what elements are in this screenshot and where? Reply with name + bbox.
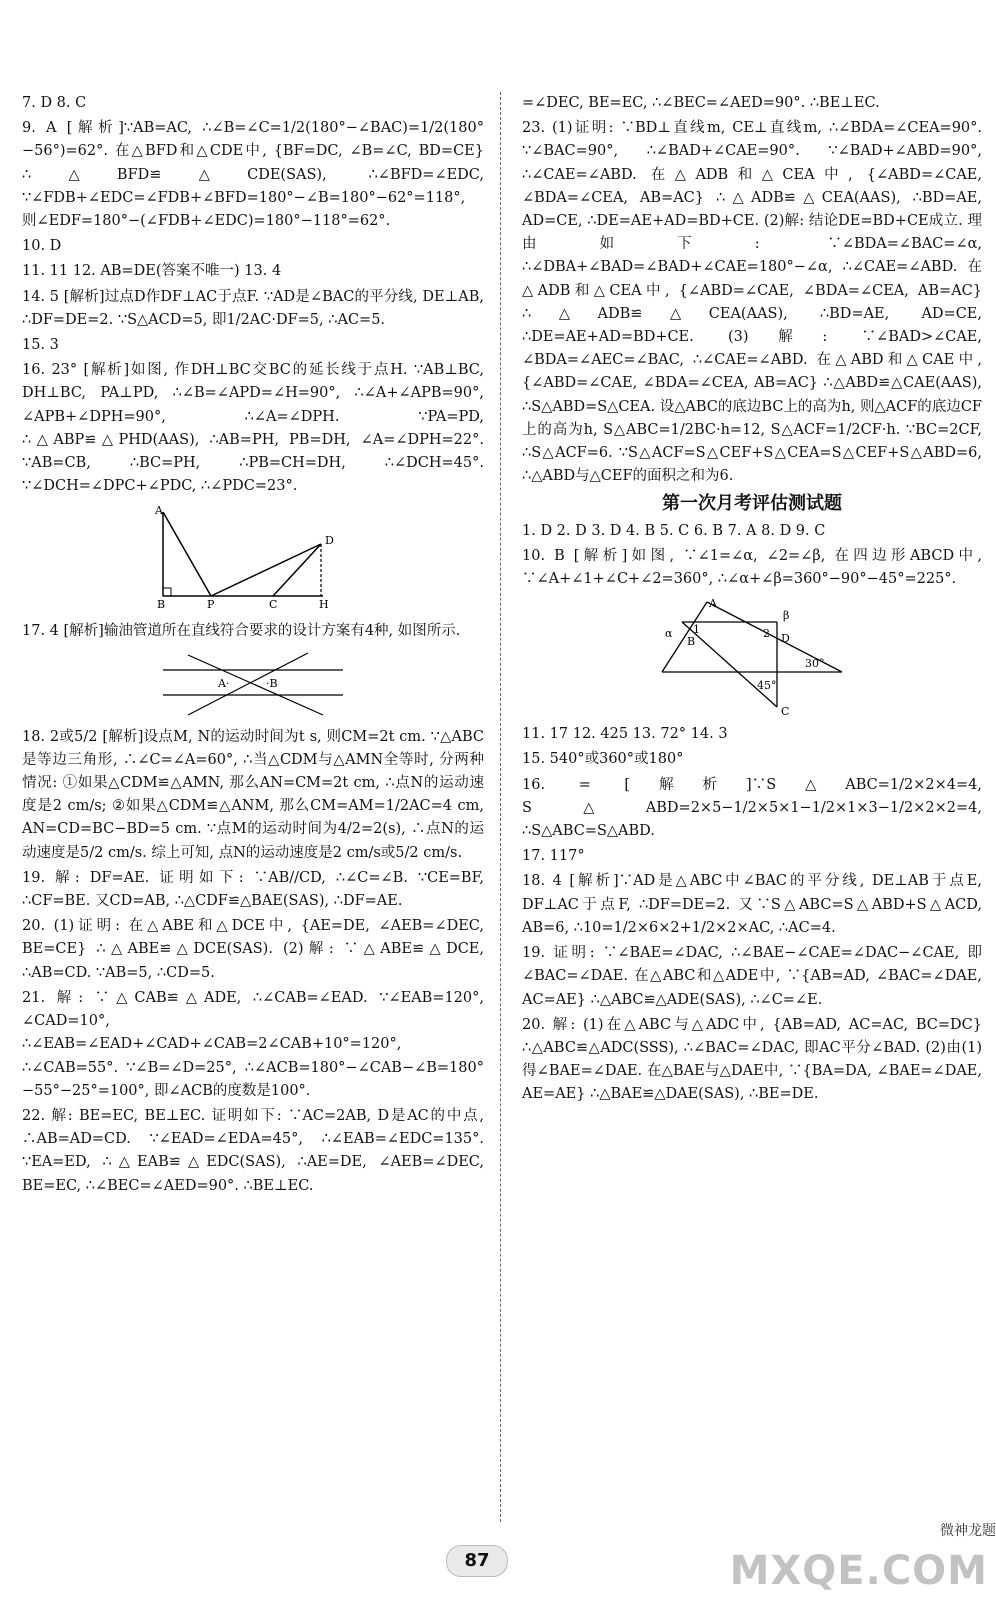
fig16-label-c: C — [269, 598, 278, 612]
section-title: 第一次月考评估测试题 — [662, 493, 842, 515]
answer-9: 9. A [解析]∵AB=AC, ∴∠B=∠C=1/2(180°−∠BAC)=1/2(180°−56°)=62°. 在△BFD和△CDE中, {BF=DC, ∠B=∠C, BD=CE} ∴△BFD≌△CDE(SAS), ∴∠BFD=∠EDC, ∵∠FDB+∠EDC=∠FDB+∠BFD=180°−∠B=180°−62°=118°, 则∠EDF=180°−(∠FDB+∠EDC)=180°−118°=62°. — [22, 120, 484, 230]
answer-11-14: 11. 17 12. 425 13. 72° 14. 3 — [522, 726, 728, 743]
fig10-label-c: C — [781, 705, 790, 718]
watermark: MXQE.COM — [729, 1548, 988, 1594]
fig10-label-alpha: α — [665, 627, 673, 641]
fig17-label-a: A· — [218, 676, 230, 690]
answer-23: 23. (1)证明: ∵BD⊥直线m, CE⊥直线m, ∴∠BDA=∠CEA=90°. ∵∠BAC=90°, ∴∠BAD+∠CAE=90°. ∵∠BAD+∠ABD=90°, ∴∠CAE=∠ABD. 在△ADB和△CEA中, {∠ABD=∠CAE, ∠BDA=∠CEA, AB=AC} ∴△ADB≌△CEA(AAS), ∴BD=AE, AD=CE, ∴DE=AE+AD=BD+CE. (2)解: 结论DE=BD+CE成立. 理由如下: ∵∠BDA=∠BAC=∠α, ∴∠DBA+∠BAD=∠BAD+∠CAE=180°−∠α, ∴∠CAE=∠ABD. 在△ADB和△CEA中, {∠ABD=∠CAE, ∠BDA=∠CEA, AB=AC} ∴△ADB≌△CEA(AAS), ∴BD=AE, AD=CE, ∴DE=AE+AD=BD+CE. (3)解: ∵∠BAD>∠CAE, ∠BDA=∠AEC=∠BAC, ∴∠CAE=∠ABD. 在△ABD和△CAE中, {∠ABD=∠CAE, ∠BDA=∠CEA, AB=AC} ∴△ABD≌△CAE(AAS), ∴S△ABD=S△CEA. 设△ABC的底边BC上的高为h, 则△ACF的底边CF上的高为h, S△ABC=1/2BC·h=12, S△ACF=1/2CF·h. ∵BC=2CF, ∴S△ACF=6. ∵S△ACF=S△CEF+S△CEA=S△CEF+S△ABD=6, ∴△ABD与△CEF的面积之和为6. — [522, 120, 982, 485]
fig10-label-d: D — [781, 632, 790, 646]
column-divider — [500, 92, 502, 1522]
answer-10: 10. B [解析]如图, ∵∠1=∠α, ∠2=∠β, 在四边形ABCD中, ∵∠A+∠1+∠C+∠2=360°, ∴∠α+∠β=360°−90°−45°=225°. — [522, 547, 982, 588]
answer-18: 18. 2或5/2 [解析]设点M, N的运动时间为t s, 则CM=2t cm. ∵△ABC是等边三角形, ∴∠C=∠A=60°, ∴当△CDM与△AMN全等时, 分两种情况: ①如果△CDM≌△AMN, 那么AN=CM=2t cm, ∴点N的运动速度是2 cm/s; ②如果△CDM≌△ANM, 那么CM=AM=1/2AC=4 cm, AN=CD=BC−BD=5 cm. ∵点M的运动时间为4/2=2(s), ∴点N的运动速度是5/2 cm/s. 综上可知, 点N的运动速度是2 cm/s或5/2 cm/s. — [22, 728, 484, 861]
answer-16: 16. 23° [解析]如图, 作DH⊥BC交BC的延长线于点H. ∵AB⊥BC, DH⊥BC, PA⊥PD, ∴∠B=∠APD=∠H=90°, ∴∠A+∠APB=90°, ∠APB+∠DPH=90°, ∴∠A=∠DPH. ∵PA=PD, ∴△ABP≌△PHD(AAS), ∴AB=PH, PB=DH, ∠A=∠DPH=22°. ∵AB=CB, ∴BC=PH, ∴PB=CH=DH, ∴∠DCH=45°. ∵∠DCH=∠DPC+∠PDC, ∴∠PDC=23°. — [22, 362, 484, 495]
answer-19: 19. 证明: ∵∠BAE=∠DAC, ∴∠BAE−∠CAE=∠DAC−∠CAE, 即∠BAC=∠DAE. 在△ABC和△ADE中, ∵{AB=AD, ∠BAC=∠DAE, AC=AE} ∴△ABC≌△ADE(SAS), ∴∠C=∠E. — [522, 945, 982, 1008]
right-column — [522, 92, 982, 1109]
answer-20: 20. (1)证明: 在△ABE和△DCE中, {AE=DE, ∠AEB=∠DEC, BE=CE} ∴△ABE≌△DCE(SAS). (2)解: ∵△ABE≌△DCE, ∴AB=CD. ∵AB=5, ∴CD=5. — [22, 918, 484, 981]
answer-10: 10. D — [22, 238, 62, 255]
answer-16: 16. = [解析]∵S△ABC=1/2×2×4=4, S△ABD=2×5−1/2×5×1−1/2×1×3−1/2×2×2=4, ∴S△ABC=S△ABD. — [522, 776, 982, 840]
corner-tag: 微神龙题 — [940, 1523, 996, 1539]
answer-22-cont: =∠DEC, BE=EC, ∴∠BEC=∠AED=90°. ∴BE⊥EC. — [522, 95, 880, 111]
fig16-label-a: A — [155, 504, 163, 518]
fig10-label-a: A — [709, 597, 717, 611]
left-column — [22, 92, 484, 1200]
fig10-label-beta: β — [783, 609, 790, 623]
answer-19: 19. 解: DF=AE. 证明如下: ∵AB//CD, ∴∠C=∠B. ∵CE=BF, ∴CF=BE. 又CD=AB, ∴△CDF≌△BAE(SAS), ∴DF=AE. — [22, 869, 484, 910]
page-number: 87 — [446, 1545, 508, 1577]
answer-21: 21. 解: ∵△CAB≌△ADE, ∴∠CAB=∠EAD. ∵∠EAB=120°, ∠CAD=10°, ∴∠EAB=∠EAD+∠CAD+∠CAB=2∠CAB+10°=120°, ∴∠CAB=55°. ∵∠B=∠D=25°, ∴∠ACB=180°−∠CAB−∠B=180°−55°−25°=100°, 即∠ACB的度数是100°. — [22, 989, 484, 1099]
fig10-label-30: 30° — [805, 657, 825, 671]
answer-22: 22. 解: BE=EC, BE⊥EC. 证明如下: ∵AC=2AB, D是AC的中点, ∴AB=AD=CD. ∵∠EAD=∠EDA=45°, ∴∠EAB=∠EDC=135°. ∵EA=ED, ∴△EAB≌△EDC(SAS), ∴AE=DE, ∠AEB=∠DEC, BE=EC, ∴∠BEC=∠AED=90°. ∴BE⊥EC. — [22, 1107, 484, 1194]
fig10-label-b: B — [687, 635, 696, 649]
answer-20: 20. 解: (1)在△ABC与△ADC中, {AB=AD, AC=AC, BC=DC} ∴△ABC≌△ADC(SSS), ∴∠BAC=∠DAC, 即AC平分∠BAD. (2)由(1)得∠BAE=∠DAE. 在△BAE与△DAE中, ∵{BA=DA, ∠BAE=∠DAE, AE=AE} ∴△BAE≌△DAE(SAS), ∴BE=DE. — [522, 1016, 982, 1103]
fig16-label-b: B — [157, 598, 166, 612]
fig17-label-b: ·B — [266, 676, 278, 690]
answer-11-13: 11. 11 12. AB=DE(答案不唯一) 13. 4 — [22, 263, 282, 280]
answer-14: 14. 5 [解析]过点D作DF⊥AC于点F. ∵AD是∠BAC的平分线, DE⊥AB, ∴DF=DE=2. ∵S△ACD=5, 即1/2AC·DF=5, ∴AC=5. — [22, 288, 484, 328]
fig10-label-45: 45° — [757, 679, 777, 693]
answer-18: 18. 4 [解析]∵AD是△ABC中∠BAC的平分线, DE⊥AB于点E, DF⊥AC于点F, ∴DF=DE=2. 又∵S△ABC=S△ABD+S△ACD, AB=6, ∴10=1/2×6×2+1/2×2×AC, ∴AC=4. — [522, 873, 982, 936]
answer-15: 15. 540°或360°或180° — [522, 751, 684, 768]
fig10-label-2: 2 — [763, 627, 770, 641]
fig16-label-h: H — [319, 598, 329, 612]
figure-16 — [153, 504, 353, 614]
figure-10 — [657, 597, 847, 717]
fig16-label-d: D — [325, 534, 334, 548]
fig10-label-1: 1 — [693, 623, 700, 637]
answer-17: 17. 4 [解析]输油管道所在直线符合要求的设计方案有4种, 如图所示. — [22, 623, 461, 640]
answer-7-8: 7. D 8. C — [22, 95, 87, 111]
answer-17: 17. 117° — [522, 848, 585, 865]
fig16-label-p: P — [207, 598, 215, 612]
figure-17 — [158, 650, 348, 720]
answer-15: 15. 3 — [22, 337, 59, 354]
answer-1-9: 1. D 2. D 3. D 4. B 5. C 6. B 7. A 8. D 9. C — [522, 522, 826, 539]
